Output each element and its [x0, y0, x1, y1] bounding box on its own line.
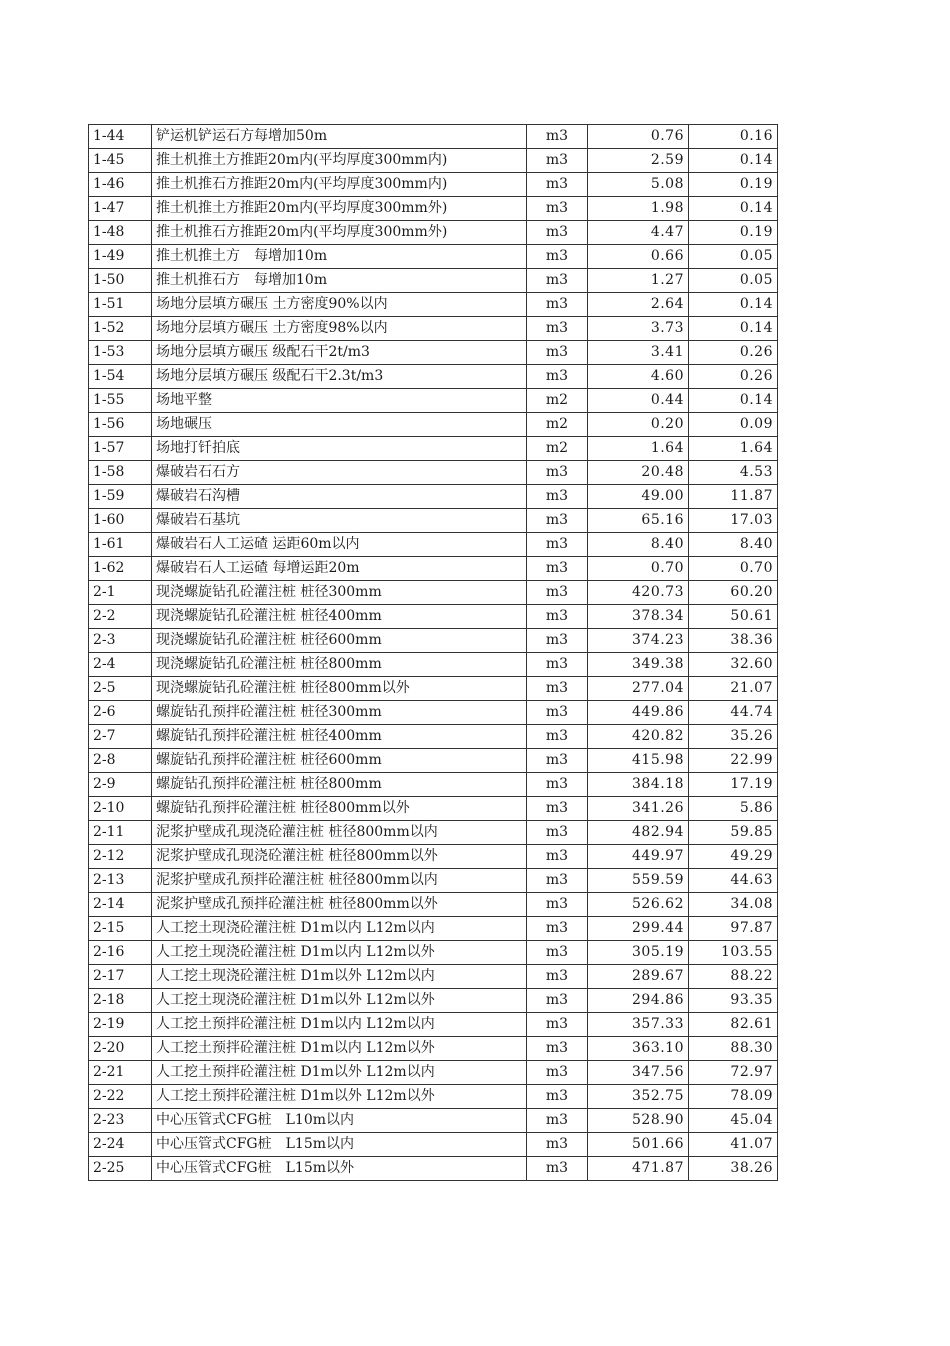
labor-cost-cell: 0.14	[689, 197, 778, 221]
unit-price-cell: 559.59	[588, 869, 689, 893]
table-row	[89, 1157, 778, 1181]
table-row	[89, 797, 778, 821]
unit-cell: m3	[527, 605, 588, 629]
unit-cell: m3	[527, 917, 588, 941]
item-description-cell: 泥浆护壁成孔预拌砼灌注桩 桩径800mm以内	[152, 869, 527, 893]
unit-price-cell: 299.44	[588, 917, 689, 941]
item-code-cell: 1-61	[89, 533, 152, 557]
item-description-cell: 推土机推土方 每增加10m	[152, 245, 527, 269]
table-row	[89, 677, 778, 701]
table-row	[89, 845, 778, 869]
item-code-cell: 2-20	[89, 1037, 152, 1061]
item-description-cell: 泥浆护壁成孔现浇砼灌注桩 桩径800mm以外	[152, 845, 527, 869]
item-code-cell: 2-17	[89, 965, 152, 989]
labor-cost-cell: 103.55	[689, 941, 778, 965]
unit-cell: m3	[527, 725, 588, 749]
unit-cell: m3	[527, 197, 588, 221]
table-row	[89, 917, 778, 941]
unit-price-cell: 1.64	[588, 437, 689, 461]
labor-cost-cell: 88.22	[689, 965, 778, 989]
item-code-cell: 1-60	[89, 509, 152, 533]
unit-price-cell: 357.33	[588, 1013, 689, 1037]
labor-cost-cell: 0.26	[689, 365, 778, 389]
unit-cell: m3	[527, 629, 588, 653]
labor-cost-cell: 72.97	[689, 1061, 778, 1085]
item-description-cell: 现浇螺旋钻孔砼灌注桩 桩径300mm	[152, 581, 527, 605]
unit-price-cell: 378.34	[588, 605, 689, 629]
unit-price-cell: 1.98	[588, 197, 689, 221]
unit-cell: m3	[527, 869, 588, 893]
table-row	[89, 893, 778, 917]
item-description-cell: 人工挖土现浇砼灌注桩 D1m以内 L12m以外	[152, 941, 527, 965]
table-row	[89, 533, 778, 557]
labor-cost-cell: 44.63	[689, 869, 778, 893]
item-description-cell: 螺旋钻孔预拌砼灌注桩 桩径800mm	[152, 773, 527, 797]
unit-cell: m3	[527, 1133, 588, 1157]
unit-cell: m3	[527, 797, 588, 821]
item-description-cell: 推土机推石方推距20m内(平均厚度300mm内)	[152, 173, 527, 197]
labor-cost-cell: 41.07	[689, 1133, 778, 1157]
item-description-cell: 推土机推石方推距20m内(平均厚度300mm外)	[152, 221, 527, 245]
unit-cell: m2	[527, 437, 588, 461]
item-description-cell: 场地打钎拍底	[152, 437, 527, 461]
table-row	[89, 221, 778, 245]
item-code-cell: 1-46	[89, 173, 152, 197]
unit-cell: m3	[527, 341, 588, 365]
labor-cost-cell: 50.61	[689, 605, 778, 629]
table-row	[89, 1133, 778, 1157]
item-code-cell: 2-4	[89, 653, 152, 677]
unit-cell: m3	[527, 1085, 588, 1109]
unit-price-cell: 20.48	[588, 461, 689, 485]
table-row	[89, 725, 778, 749]
labor-cost-cell: 45.04	[689, 1109, 778, 1133]
unit-cell: m3	[527, 1061, 588, 1085]
unit-cell: m3	[527, 245, 588, 269]
unit-price-cell: 347.56	[588, 1061, 689, 1085]
labor-cost-cell: 0.26	[689, 341, 778, 365]
item-description-cell: 中心压管式CFG桩 L15m以外	[152, 1157, 527, 1181]
item-description-cell: 爆破岩石石方	[152, 461, 527, 485]
table-row	[89, 1109, 778, 1133]
unit-cell: m3	[527, 701, 588, 725]
item-code-cell: 2-9	[89, 773, 152, 797]
item-description-cell: 人工挖土现浇砼灌注桩 D1m以外 L12m以内	[152, 965, 527, 989]
unit-price-cell: 0.66	[588, 245, 689, 269]
item-code-cell: 2-22	[89, 1085, 152, 1109]
unit-price-cell: 384.18	[588, 773, 689, 797]
table-row	[89, 869, 778, 893]
table-row	[89, 341, 778, 365]
labor-cost-cell: 82.61	[689, 1013, 778, 1037]
item-description-cell: 人工挖土预拌砼灌注桩 D1m以内 L12m以内	[152, 1013, 527, 1037]
table-row	[89, 989, 778, 1013]
labor-cost-cell: 88.30	[689, 1037, 778, 1061]
item-code-cell: 1-59	[89, 485, 152, 509]
labor-cost-cell: 0.14	[689, 389, 778, 413]
unit-price-cell: 8.40	[588, 533, 689, 557]
labor-cost-cell: 34.08	[689, 893, 778, 917]
labor-cost-cell: 0.16	[689, 125, 778, 149]
unit-price-cell: 0.44	[588, 389, 689, 413]
item-code-cell: 1-58	[89, 461, 152, 485]
item-code-cell: 2-13	[89, 869, 152, 893]
labor-cost-cell: 97.87	[689, 917, 778, 941]
labor-cost-cell: 0.05	[689, 245, 778, 269]
unit-price-cell: 0.70	[588, 557, 689, 581]
labor-cost-cell: 32.60	[689, 653, 778, 677]
labor-cost-cell: 1.64	[689, 437, 778, 461]
labor-cost-cell: 17.03	[689, 509, 778, 533]
unit-price-cell: 449.86	[588, 701, 689, 725]
unit-cell: m3	[527, 461, 588, 485]
item-code-cell: 1-48	[89, 221, 152, 245]
table-row	[89, 1013, 778, 1037]
item-code-cell: 1-50	[89, 269, 152, 293]
item-description-cell: 爆破岩石基坑	[152, 509, 527, 533]
item-description-cell: 现浇螺旋钻孔砼灌注桩 桩径600mm	[152, 629, 527, 653]
table-row	[89, 653, 778, 677]
unit-price-cell: 49.00	[588, 485, 689, 509]
item-code-cell: 2-3	[89, 629, 152, 653]
item-description-cell: 人工挖土现浇砼灌注桩 D1m以内 L12m以内	[152, 917, 527, 941]
unit-price-cell: 2.64	[588, 293, 689, 317]
table-row	[89, 173, 778, 197]
unit-price-cell: 352.75	[588, 1085, 689, 1109]
item-description-cell: 螺旋钻孔预拌砼灌注桩 桩径800mm以外	[152, 797, 527, 821]
labor-cost-cell: 93.35	[689, 989, 778, 1013]
item-description-cell: 场地分层填方碾压 土方密度90%以内	[152, 293, 527, 317]
unit-cell: m3	[527, 221, 588, 245]
unit-price-cell: 415.98	[588, 749, 689, 773]
unit-price-cell: 0.76	[588, 125, 689, 149]
unit-price-cell: 1.27	[588, 269, 689, 293]
labor-cost-cell: 22.99	[689, 749, 778, 773]
item-description-cell: 螺旋钻孔预拌砼灌注桩 桩径400mm	[152, 725, 527, 749]
unit-price-cell: 374.23	[588, 629, 689, 653]
table-row	[89, 965, 778, 989]
unit-price-cell: 449.97	[588, 845, 689, 869]
labor-cost-cell: 44.74	[689, 701, 778, 725]
table-row	[89, 245, 778, 269]
unit-price-cell: 341.26	[588, 797, 689, 821]
labor-cost-cell: 5.86	[689, 797, 778, 821]
item-code-cell: 2-15	[89, 917, 152, 941]
unit-cell: m3	[527, 557, 588, 581]
item-description-cell: 中心压管式CFG桩 L15m以内	[152, 1133, 527, 1157]
item-code-cell: 2-21	[89, 1061, 152, 1085]
labor-cost-cell: 4.53	[689, 461, 778, 485]
unit-price-cell: 4.47	[588, 221, 689, 245]
table-row	[89, 485, 778, 509]
labor-cost-cell: 21.07	[689, 677, 778, 701]
labor-cost-cell: 0.05	[689, 269, 778, 293]
unit-cell: m3	[527, 1109, 588, 1133]
item-description-cell: 螺旋钻孔预拌砼灌注桩 桩径600mm	[152, 749, 527, 773]
labor-cost-cell: 0.19	[689, 221, 778, 245]
labor-cost-cell: 11.87	[689, 485, 778, 509]
labor-cost-cell: 17.19	[689, 773, 778, 797]
unit-cell: m3	[527, 173, 588, 197]
labor-cost-cell: 59.85	[689, 821, 778, 845]
unit-cell: m3	[527, 149, 588, 173]
unit-cell: m3	[527, 941, 588, 965]
item-code-cell: 2-10	[89, 797, 152, 821]
labor-cost-cell: 0.19	[689, 173, 778, 197]
unit-price-cell: 65.16	[588, 509, 689, 533]
quota-table-body	[89, 125, 778, 1181]
table-row	[89, 389, 778, 413]
table-row	[89, 581, 778, 605]
unit-price-cell: 0.20	[588, 413, 689, 437]
unit-cell: m2	[527, 413, 588, 437]
labor-cost-cell: 0.14	[689, 293, 778, 317]
labor-cost-cell: 0.70	[689, 557, 778, 581]
item-code-cell: 1-56	[89, 413, 152, 437]
labor-cost-cell: 35.26	[689, 725, 778, 749]
labor-cost-cell: 0.09	[689, 413, 778, 437]
table-row	[89, 773, 778, 797]
unit-cell: m3	[527, 125, 588, 149]
item-code-cell: 2-24	[89, 1133, 152, 1157]
unit-price-cell: 277.04	[588, 677, 689, 701]
item-code-cell: 1-51	[89, 293, 152, 317]
unit-cell: m3	[527, 533, 588, 557]
unit-cell: m3	[527, 581, 588, 605]
unit-price-cell: 294.86	[588, 989, 689, 1013]
item-code-cell: 1-54	[89, 365, 152, 389]
unit-cell: m3	[527, 317, 588, 341]
labor-cost-cell: 38.26	[689, 1157, 778, 1181]
item-description-cell: 现浇螺旋钻孔砼灌注桩 桩径800mm以外	[152, 677, 527, 701]
unit-cell: m3	[527, 965, 588, 989]
table-row	[89, 941, 778, 965]
item-code-cell: 2-7	[89, 725, 152, 749]
unit-cell: m3	[527, 1157, 588, 1181]
item-code-cell: 2-11	[89, 821, 152, 845]
item-code-cell: 2-8	[89, 749, 152, 773]
unit-price-cell: 349.38	[588, 653, 689, 677]
item-code-cell: 2-14	[89, 893, 152, 917]
table-row	[89, 509, 778, 533]
unit-price-cell: 3.73	[588, 317, 689, 341]
unit-cell: m3	[527, 269, 588, 293]
unit-price-cell: 501.66	[588, 1133, 689, 1157]
item-description-cell: 推土机推土方推距20m内(平均厚度300mm外)	[152, 197, 527, 221]
item-code-cell: 2-16	[89, 941, 152, 965]
item-description-cell: 泥浆护壁成孔现浇砼灌注桩 桩径800mm以内	[152, 821, 527, 845]
unit-cell: m3	[527, 653, 588, 677]
unit-cell: m3	[527, 989, 588, 1013]
table-row	[89, 1085, 778, 1109]
item-description-cell: 场地分层填方碾压 级配石干2t/m3	[152, 341, 527, 365]
unit-cell: m3	[527, 845, 588, 869]
table-row	[89, 269, 778, 293]
unit-cell: m3	[527, 773, 588, 797]
item-code-cell: 1-47	[89, 197, 152, 221]
unit-price-cell: 482.94	[588, 821, 689, 845]
labor-cost-cell: 0.14	[689, 317, 778, 341]
item-code-cell: 1-57	[89, 437, 152, 461]
item-code-cell: 2-2	[89, 605, 152, 629]
quota-table	[88, 124, 778, 1181]
unit-cell: m3	[527, 365, 588, 389]
unit-cell: m3	[527, 485, 588, 509]
table-row	[89, 605, 778, 629]
item-code-cell: 2-1	[89, 581, 152, 605]
quota-table-container	[88, 124, 777, 1181]
table-row	[89, 749, 778, 773]
unit-price-cell: 363.10	[588, 1037, 689, 1061]
table-row	[89, 197, 778, 221]
item-description-cell: 人工挖土现浇砼灌注桩 D1m以外 L12m以外	[152, 989, 527, 1013]
item-description-cell: 爆破岩石人工运碴 每增运距20m	[152, 557, 527, 581]
item-description-cell: 铲运机铲运石方每增加50m	[152, 125, 527, 149]
labor-cost-cell: 78.09	[689, 1085, 778, 1109]
item-description-cell: 场地碾压	[152, 413, 527, 437]
unit-price-cell: 289.67	[588, 965, 689, 989]
item-code-cell: 1-49	[89, 245, 152, 269]
item-code-cell: 1-53	[89, 341, 152, 365]
unit-price-cell: 471.87	[588, 1157, 689, 1181]
unit-price-cell: 420.73	[588, 581, 689, 605]
unit-price-cell: 420.82	[588, 725, 689, 749]
unit-price-cell: 5.08	[588, 173, 689, 197]
labor-cost-cell: 0.14	[689, 149, 778, 173]
table-row	[89, 1061, 778, 1085]
item-description-cell: 推土机推土方推距20m内(平均厚度300mm内)	[152, 149, 527, 173]
item-code-cell: 1-52	[89, 317, 152, 341]
unit-cell: m3	[527, 509, 588, 533]
table-row	[89, 317, 778, 341]
unit-price-cell: 3.41	[588, 341, 689, 365]
unit-cell: m3	[527, 893, 588, 917]
item-description-cell: 泥浆护壁成孔预拌砼灌注桩 桩径800mm以外	[152, 893, 527, 917]
table-row	[89, 149, 778, 173]
unit-cell: m3	[527, 1013, 588, 1037]
item-description-cell: 人工挖土预拌砼灌注桩 D1m以外 L12m以内	[152, 1061, 527, 1085]
item-description-cell: 爆破岩石人工运碴 运距60m以内	[152, 533, 527, 557]
item-code-cell: 2-12	[89, 845, 152, 869]
item-code-cell: 1-44	[89, 125, 152, 149]
item-description-cell: 螺旋钻孔预拌砼灌注桩 桩径300mm	[152, 701, 527, 725]
labor-cost-cell: 38.36	[689, 629, 778, 653]
item-description-cell: 人工挖土预拌砼灌注桩 D1m以内 L12m以外	[152, 1037, 527, 1061]
item-code-cell: 1-45	[89, 149, 152, 173]
table-row	[89, 701, 778, 725]
item-description-cell: 场地分层填方碾压 级配石干2.3t/m3	[152, 365, 527, 389]
unit-price-cell: 2.59	[588, 149, 689, 173]
item-description-cell: 现浇螺旋钻孔砼灌注桩 桩径800mm	[152, 653, 527, 677]
item-code-cell: 1-62	[89, 557, 152, 581]
item-description-cell: 场地平整	[152, 389, 527, 413]
unit-cell: m3	[527, 677, 588, 701]
labor-cost-cell: 8.40	[689, 533, 778, 557]
table-row	[89, 293, 778, 317]
unit-cell: m3	[527, 293, 588, 317]
item-code-cell: 2-23	[89, 1109, 152, 1133]
table-row	[89, 629, 778, 653]
unit-cell: m3	[527, 749, 588, 773]
unit-cell: m3	[527, 1037, 588, 1061]
unit-price-cell: 526.62	[588, 893, 689, 917]
item-description-cell: 场地分层填方碾压 土方密度98%以内	[152, 317, 527, 341]
item-code-cell: 1-55	[89, 389, 152, 413]
item-code-cell: 2-25	[89, 1157, 152, 1181]
item-code-cell: 2-19	[89, 1013, 152, 1037]
table-row	[89, 461, 778, 485]
table-row	[89, 821, 778, 845]
labor-cost-cell: 60.20	[689, 581, 778, 605]
table-row	[89, 125, 778, 149]
item-code-cell: 2-18	[89, 989, 152, 1013]
item-code-cell: 2-6	[89, 701, 152, 725]
table-row	[89, 413, 778, 437]
unit-cell: m2	[527, 389, 588, 413]
table-row	[89, 437, 778, 461]
item-description-cell: 现浇螺旋钻孔砼灌注桩 桩径400mm	[152, 605, 527, 629]
item-description-cell: 中心压管式CFG桩 L10m以内	[152, 1109, 527, 1133]
item-description-cell: 推土机推石方 每增加10m	[152, 269, 527, 293]
table-row	[89, 557, 778, 581]
unit-price-cell: 4.60	[588, 365, 689, 389]
labor-cost-cell: 49.29	[689, 845, 778, 869]
unit-price-cell: 528.90	[588, 1109, 689, 1133]
item-description-cell: 爆破岩石沟槽	[152, 485, 527, 509]
table-row	[89, 365, 778, 389]
table-row	[89, 1037, 778, 1061]
item-code-cell: 2-5	[89, 677, 152, 701]
unit-price-cell: 305.19	[588, 941, 689, 965]
unit-cell: m3	[527, 821, 588, 845]
item-description-cell: 人工挖土预拌砼灌注桩 D1m以外 L12m以外	[152, 1085, 527, 1109]
